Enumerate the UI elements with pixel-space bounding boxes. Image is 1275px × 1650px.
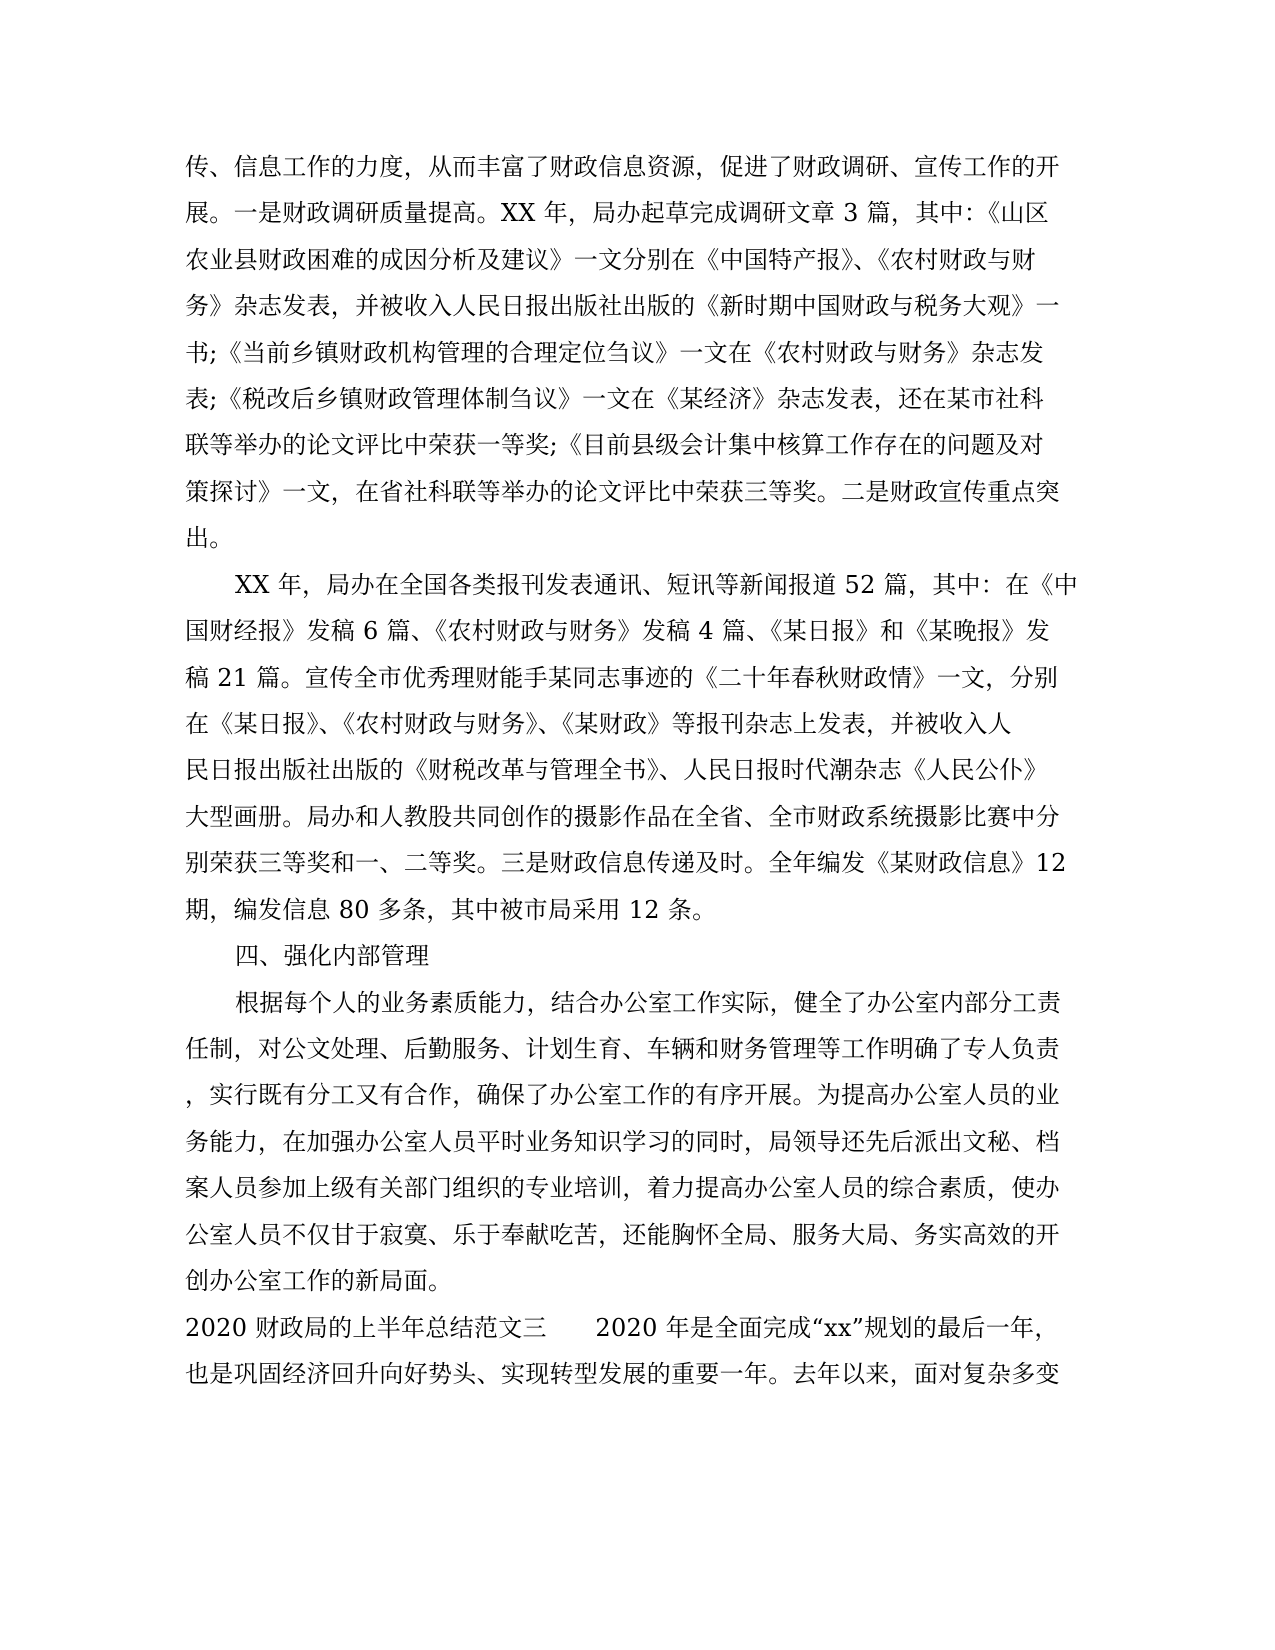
text-line: 展。一是财政调研质量提高。XX 年，局办起草完成调研文章 3 篇，其中：《山区 bbox=[185, 199, 1050, 227]
text-line: 表;《税改后乡镇财政管理体制刍议》一文在《某经济》杂志发表，还在某市社科 bbox=[185, 385, 1044, 413]
text-line: 书;《当前乡镇财政机构管理的合理定位刍议》一文在《农村财政与财务》杂志发 bbox=[185, 339, 1044, 367]
text-line: 也是巩固经济回升向好势头、实现转型发展的重要一年。去年以来，面对复杂多变 bbox=[185, 1360, 1060, 1388]
text-line: 传、信息工作的力度，从而丰富了财政信息资源，促进了财政调研、宣传工作的开 bbox=[185, 153, 1060, 181]
article-title-line: 2020 财政局的上半年总结范文三 2020 年是全面完成“xx”规划的最后一年， bbox=[185, 1314, 1059, 1342]
text-line: 案人员参加上级有关部门组织的专业培训，着力提高办公室人员的综合素质，使办 bbox=[185, 1174, 1060, 1202]
text-line: 民日报出版社出版的《财税改革与管理全书》、人民日报时代潮杂志《人民公仆》 bbox=[185, 756, 1048, 784]
text-line: 策探讨》一文，在省社科联等举办的论文评比中荣获三等奖。二是财政宣传重点突 bbox=[185, 478, 1060, 506]
text-line: 稿 21 篇。宣传全市优秀理财能手某同志事迹的《二十年春秋财政情》一文，分别 bbox=[185, 664, 1059, 692]
text-line: 大型画册。局办和人教股共同创作的摄影作品在全省、全市财政系统摄影比赛中分 bbox=[185, 803, 1060, 831]
text-line: 任制，对公文处理、后勤服务、计划生育、车辆和财务管理等工作明确了专人负责 bbox=[185, 1035, 1060, 1063]
section-heading: 四、强化内部管理 bbox=[235, 942, 430, 970]
text-line: 农业县财政困难的成因分析及建议》一文分别在《中国特产报》、《农村财政与财 bbox=[185, 246, 1036, 274]
text-line: 创办公室工作的新局面。 bbox=[185, 1267, 453, 1295]
text-line: 务能力，在加强办公室人员平时业务知识学习的同时，局领导还先后派出文秘、档 bbox=[185, 1128, 1060, 1156]
text-line: 联等举办的论文评比中荣获一等奖;《目前县级会计集中核算工作存在的问题及对 bbox=[185, 431, 1044, 459]
text-line: 期，编发信息 80 多条，其中被市局采用 12 条。 bbox=[185, 896, 717, 924]
paragraph-start-line: XX 年，局办在全国各类报刊发表通讯、短讯等新闻报道 52 篇，其中：在《中 bbox=[235, 571, 1078, 599]
text-line: ，实行既有分工又有合作，确保了办公室工作的有序开展。为提高办公室人员的业 bbox=[185, 1081, 1060, 1109]
text-line: 务》杂志发表，并被收入人民日报出版社出版的《新时期中国财政与税务大观》一 bbox=[185, 292, 1060, 320]
paragraph-start-line: 根据每个人的业务素质能力，结合办公室工作实际，健全了办公室内部分工责 bbox=[235, 989, 1062, 1017]
text-line: 公室人员不仅甘于寂寞、乐于奉献吃苦，还能胸怀全局、服务大局、务实高效的开 bbox=[185, 1221, 1060, 1249]
text-line: 国财经报》发稿 6 篇、《农村财政与财务》发稿 4 篇、《某日报》和《某晚报》发 bbox=[185, 617, 1051, 645]
text-line: 在《某日报》、《农村财政与财务》、《某财政》等报刊杂志上发表，并被收入人 bbox=[185, 710, 1012, 738]
text-line: 别荣获三等奖和一、二等奖。三是财政信息传递及时。全年编发《某财政信息》12 bbox=[185, 849, 1067, 877]
text-line: 出。 bbox=[185, 524, 234, 552]
